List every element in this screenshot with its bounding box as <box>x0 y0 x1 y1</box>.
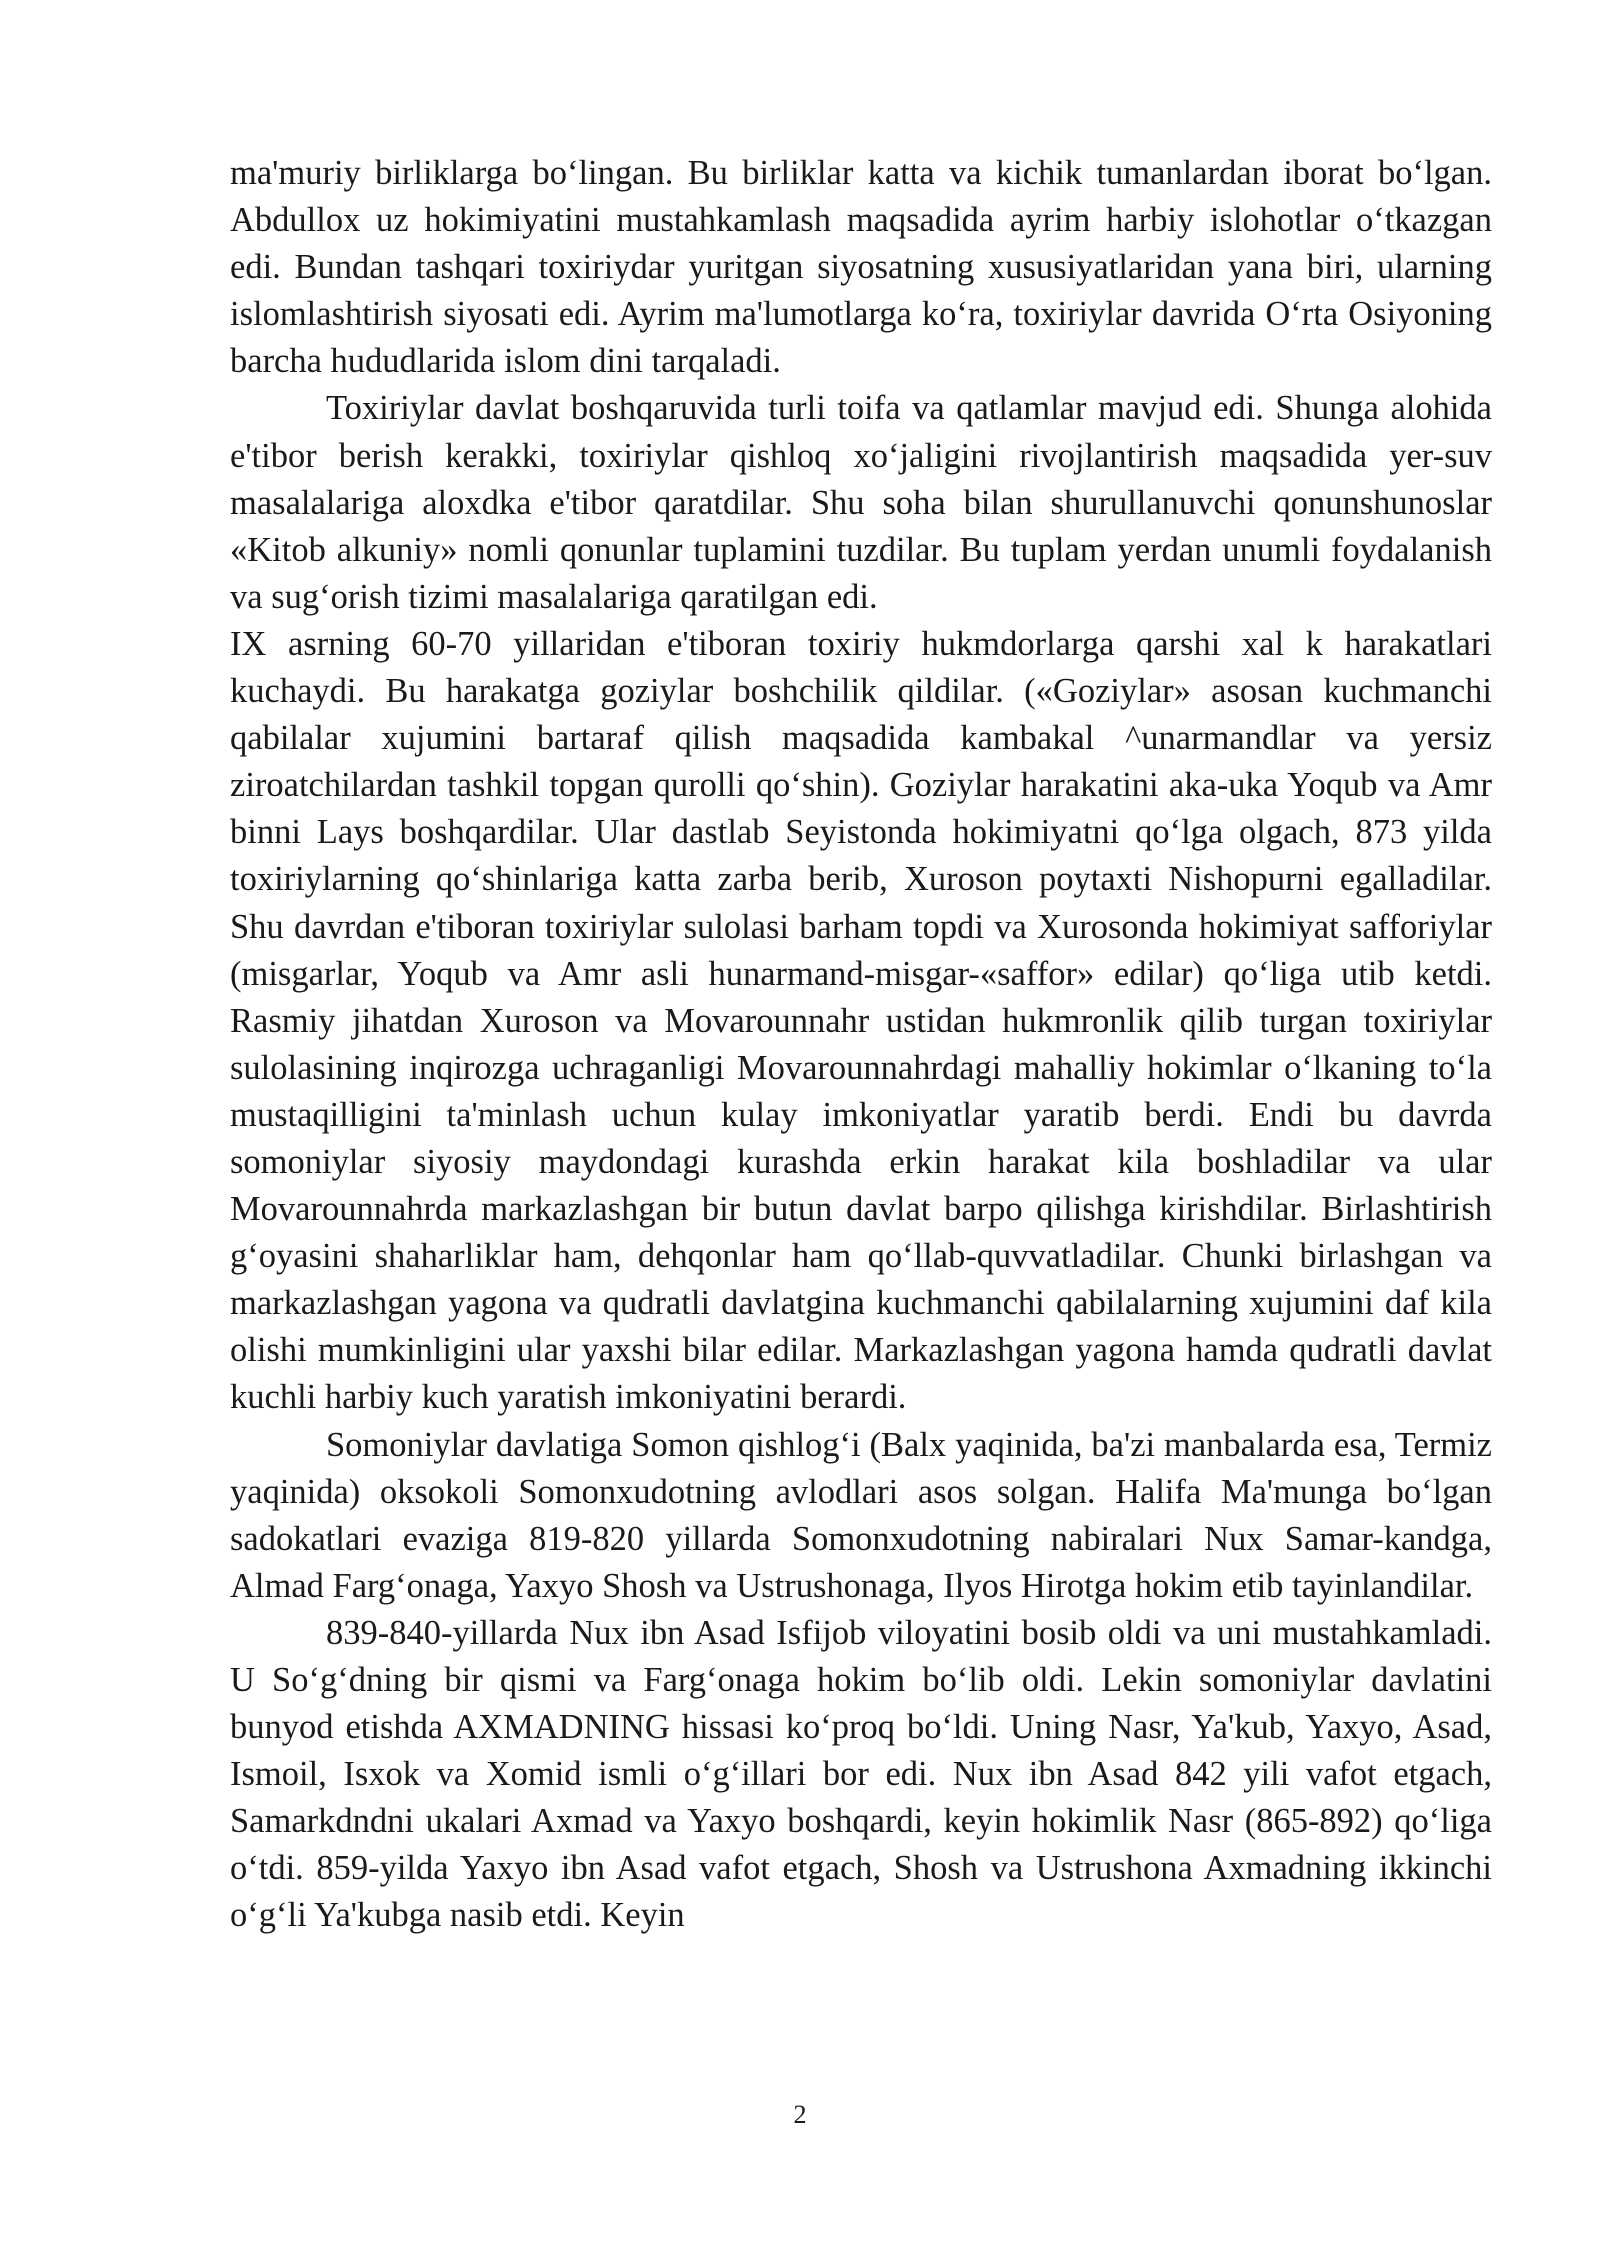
page-number: 2 <box>793 2100 807 2129</box>
paragraph-1: ma'muriy birliklarga bo‘lingan. Bu birliklar katta va kichik tumanlardan iborat bo‘lgan. Abdullox uz hokimiyatini mustahkamlash maqsadida ayrim harbiy islohotlar o‘tkazgan edi. Bundan tashqari toxiriydar yuritgan siyosatning xususiyatlaridan yana biri, ularning islomlashtirish siyosati edi. Ayrim ma'lumotlarga ko‘ra, toxiriylar davrida O‘rta Osiyoning barcha hududlarida islom dini tarqaladi. <box>230 154 1492 381</box>
paragraph-5: 839-840-yillarda Nux ibn Asad Isfijob viloyatini bosib oldi va uni mustahkamladi. U So‘g‘dning bir qismi va Farg‘onaga hokim bo‘lib oldi. Lekin somoniylar davlatini bunyod etishda AXMADNING hissasi ko‘proq bo‘ldi. Uning Nasr, Ya'kub, Yaxyo, Asad, Ismoil, Isxok va Xomid ismli o‘g‘illari bor edi. Nux ibn Asad 842 yili vafot etgach, Samarkdndni ukalari Axmad va Yaxyo boshqardi, keyin hokimlik Nasr (865-892) qo‘liga o‘tdi. 859-yilda Yaxyo ibn Asad vafot etgach, Shosh va Ustrushona Axmadning ikkinchi o‘g‘li Ya'kubga nasib etdi. Keyin <box>230 1613 1492 1935</box>
document-body <box>230 150 1492 1940</box>
paragraph-3: IX asrning 60-70 yillaridan e'tiboran toxiriy hukmdorlarga qarshi xal k harakatlari kuchaydi. Bu harakatga goziylar boshchilik qildilar. («Goziylar» asosan kuchmanchi qabilalar xujumini bartaraf qilish maqsadida kambakal ^unarmandlar va yersiz ziroatchilardan tashkil topgan qurolli qo‘shin). Goziylar harakatini aka-uka Yoqub va Amr binni Lays boshqardilar. Ular dastlab Seyistonda hokimiyatni qo‘lga olgach, 873 yilda toxiriylarning qo‘shinlariga katta zarba berib, Xuroson poytaxti Nishopurni egalladilar. Shu davrdan e'tiboran toxiriylar sulolasi barham topdi va Xurosonda hokimiyat safforiylar (misgarlar, Yoqub va Amr asli hunarmand-misgar-«saffor» edilar) qo‘liga utib ketdi. Rasmiy jihatdan Xuroson va Movarounnahr ustidan hukmronlik qilib turgan toxiriylar sulolasining inqirozga uchraganligi Movarounnahrdagi mahalliy hokimlar o‘lkaning to‘la mustaqilligini ta'minlash uchun kulay imkoniyatlar yaratib berdi. Endi bu davrda somoniylar siyosiy maydondagi kurashda erkin harakat kila boshladilar va ular Movarounnahrda markazlashgan bir butun davlat barpo qilishga kirishdilar. Birlashtirish g‘oyasini shaharliklar ham, dehqonlar ham qo‘llab-quvvatladilar. Chunki birlashgan va markazlashgan yagona va qudratli davlatgina kuchmanchi qabilalarning xujumini daf kila olishi mumkinligini ular yaxshi bilar edilar. Markazlashgan yagona hamda qudratli davlat kuchli harbiy kuch yaratish imkoniyatini berardi. <box>230 624 1492 1417</box>
paragraph-4: Somoniylar davlatiga Somon qishlog‘i (Balx yaqinida, ba'zi manbalarda esa, Termiz yaqinida) oksokoli Somonxudotning avlodlari asos solgan. Halifa Ma'munga bo‘lgan sadokatlari evaziga 819-820 yillarda Somonxudotning nabiralari Nux Samar-kandga, Almad Farg‘onaga, Yaxyo Shosh va Ustrushonaga, Ilyos Hirotga hokim etib tayinlandilar. <box>230 1425 1492 1605</box>
paragraph-2: Toxiriylar davlat boshqaruvida turli toifa va qatlamlar mavjud edi. Shunga alohida e'tibor berish kerakki, toxiriylar qishloq xo‘jaligini rivojlantirish maqsadida yer-suv masalalariga aloxdka e'tibor qaratdilar. Shu soha bilan shurullanuvchi qonunshunoslar «Kitob alkuniy» nomli qonunlar tuplamini tuzdilar. Bu tuplam yerdan unumli foydalanish va sug‘orish tizimi masalalariga qaratilgan edi. <box>230 389 1492 616</box>
